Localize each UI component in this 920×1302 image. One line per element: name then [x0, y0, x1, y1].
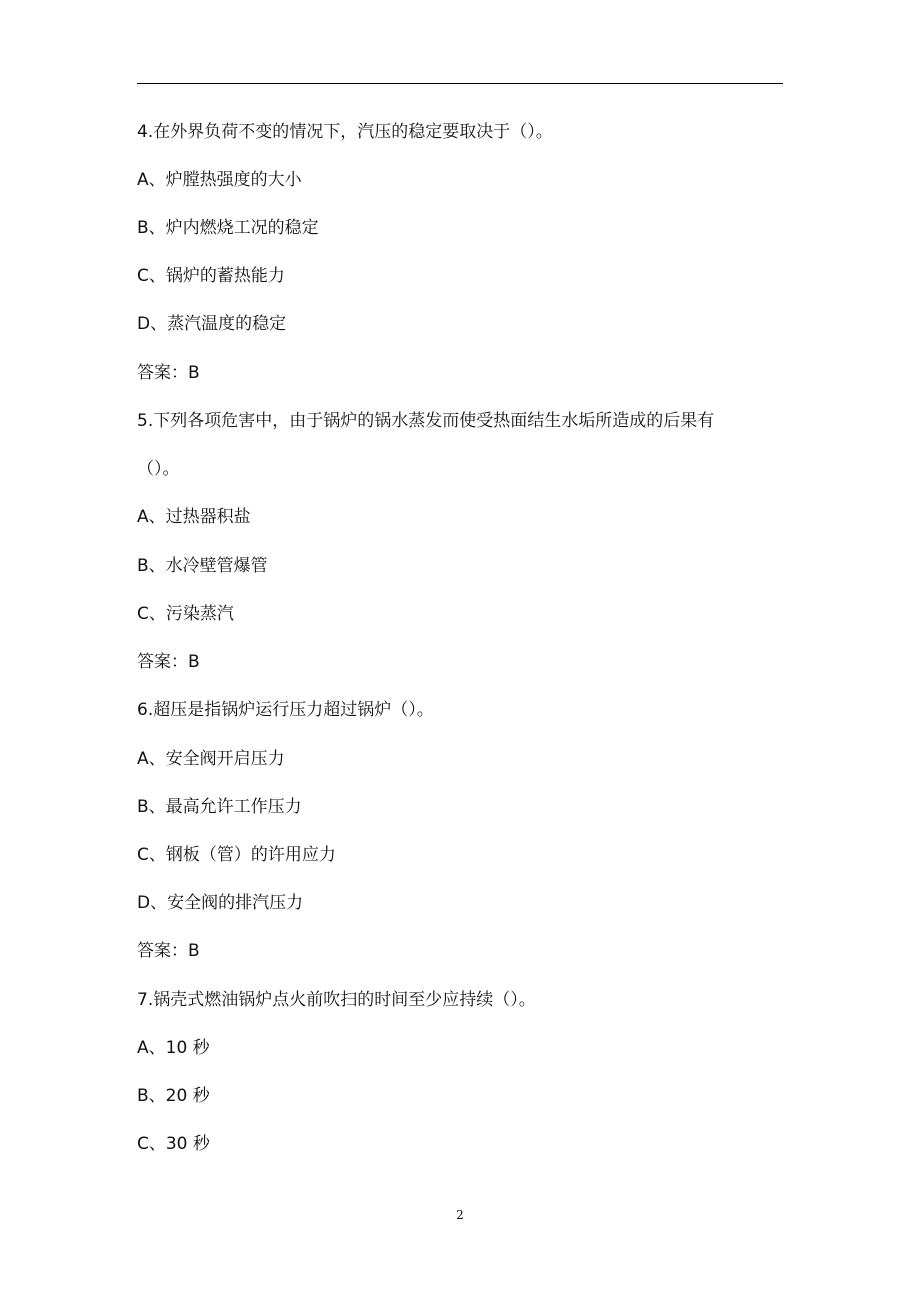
question-7-option-c: C、30 秒 — [137, 1134, 210, 1154]
question-4-option-d: D、蒸汽温度的稳定 — [137, 314, 287, 334]
question-4-option-a: A、炉膛热强度的大小 — [137, 170, 302, 190]
question-7-option-b: B、20 秒 — [137, 1086, 210, 1106]
question-5-option-c: C、污染蒸汽 — [137, 604, 234, 624]
question-6-option-c: C、钢板（管）的许用应力 — [137, 845, 336, 865]
question-5-option-a: A、过热器积盐 — [137, 507, 251, 527]
question-5-stem-line2: （）。 — [137, 459, 180, 479]
question-6-option-b: B、最高允许工作压力 — [137, 797, 302, 817]
question-7-option-a: A、10 秒 — [137, 1038, 210, 1058]
question-6-option-a: A、安全阀开启压力 — [137, 749, 285, 769]
question-4-answer: 答案：B — [137, 363, 200, 383]
question-4-option-b: B、炉内燃烧工况的稳定 — [137, 218, 319, 238]
question-5-answer: 答案：B — [137, 652, 200, 672]
question-6-answer: 答案：B — [137, 941, 200, 961]
question-4-stem: 4.在外界负荷不变的情况下，汽压的稳定要取决于（）。 — [137, 122, 553, 142]
question-5-stem-line1: 5.下列各项危害中，由于锅炉的锅水蒸发而使受热面结生水垢所造成的后果有 — [137, 411, 715, 431]
question-5-option-b: B、水冷壁管爆管 — [137, 556, 268, 576]
question-4-option-c: C、锅炉的蓄热能力 — [137, 266, 285, 286]
question-7-stem: 7.锅壳式燃油锅炉点火前吹扫的时间至少应持续（）。 — [137, 990, 536, 1010]
question-6-option-d: D、安全阀的排汽压力 — [137, 893, 304, 913]
question-6-stem: 6.超压是指锅炉运行压力超过锅炉（）。 — [137, 700, 434, 720]
page-number: 2 — [456, 1208, 464, 1222]
header-rule — [137, 83, 783, 84]
